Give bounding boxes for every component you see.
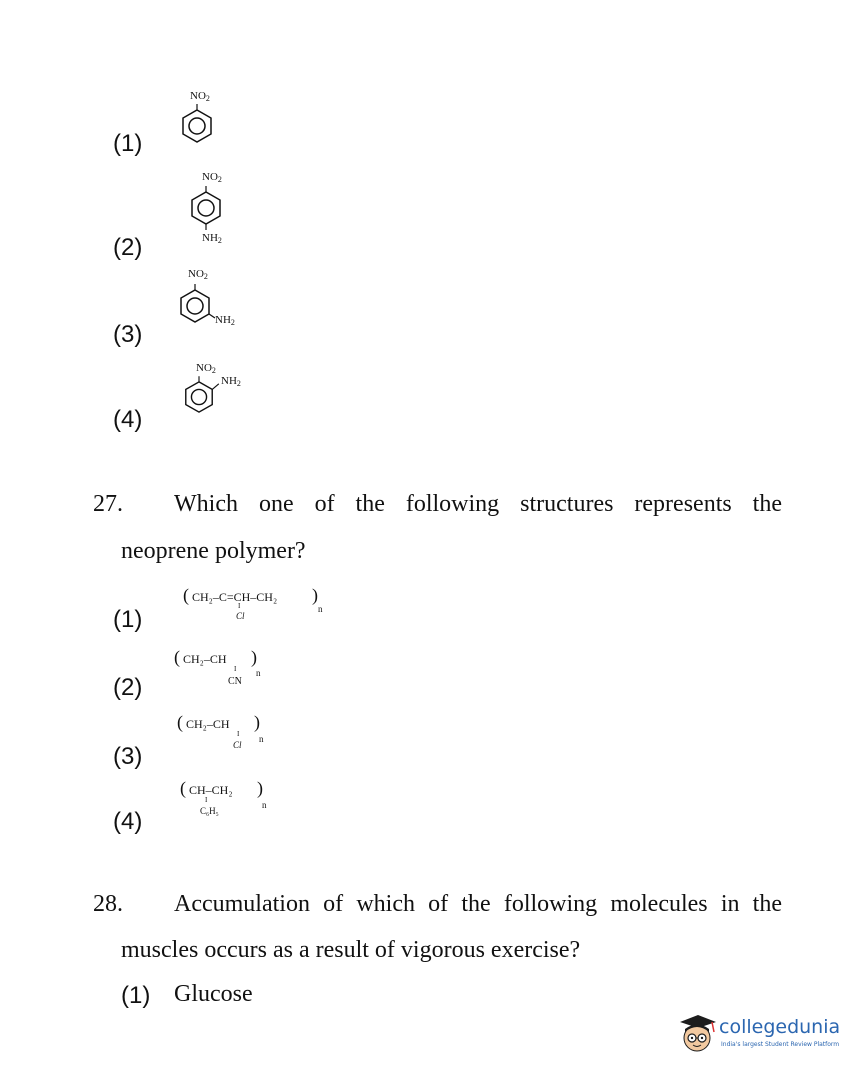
question-number: 27. (93, 491, 123, 517)
pendant-group: Cl (233, 740, 242, 750)
option-number: (3) (113, 743, 143, 770)
benzene-ring-icon (178, 288, 212, 324)
open-bracket: ( (183, 585, 189, 605)
question-text-line-2: neoprene polymer? (121, 538, 306, 564)
question-text-line-2: muscles occurs as a result of vigorous exercise? (121, 937, 581, 963)
bond-line: I (237, 730, 240, 738)
nitro-group-label: $NO_2$ (196, 362, 216, 375)
nitro-group-label: $NO_2$ (202, 171, 222, 184)
close-bracket: ) (312, 585, 318, 605)
mascot-icon (676, 1012, 718, 1058)
benzene-ring-icon (190, 190, 222, 226)
benzene-ring-icon (181, 108, 213, 144)
nitro-group-label: $NO_2$ (190, 90, 210, 103)
question-number: 28. (93, 891, 123, 917)
pendant-group: C₆H₅ (200, 806, 219, 816)
bond-line: I (234, 665, 237, 673)
benzene-ring-icon (183, 380, 215, 414)
close-bracket: ) (251, 647, 257, 667)
amino-group-label: $NH_2$ (202, 232, 222, 245)
option-number: (2) (113, 674, 143, 701)
polymer-chain: CH–CH₂ (189, 783, 233, 797)
amino-group-label: $NH_2$ (215, 314, 235, 327)
open-bracket: ( (180, 778, 186, 798)
question-text-line-1: Which one of the following structures represents the (174, 491, 782, 517)
polymer-chain: CH₂–CH (183, 652, 227, 666)
open-bracket: ( (174, 647, 180, 667)
logo-wordmark: collegedunia (719, 1016, 841, 1038)
option-number: (3) (113, 321, 143, 348)
collegedunia-logo (676, 1008, 851, 1060)
option-number: (2) (113, 234, 143, 261)
open-bracket: ( (177, 712, 183, 732)
bond-line: I (205, 796, 208, 804)
bond-line: I (238, 602, 241, 610)
option-number: (1) (113, 606, 143, 633)
pendant-group: Cl (236, 611, 245, 621)
option-number: (1) (121, 982, 151, 1009)
question-text-line-1: Accumulation of which of the following molecules in the (174, 891, 782, 917)
polymer-chain: CH₂–C=CH–CH₂ (192, 590, 278, 604)
nitro-group-label: $NO_2$ (188, 268, 208, 281)
option-number: (4) (113, 406, 143, 433)
option-number: (4) (113, 808, 143, 835)
repeat-n: n (256, 668, 261, 678)
amino-group-label: $NH_2$ (221, 375, 241, 388)
pendant-group: CN (228, 676, 242, 687)
option-number: (1) (113, 130, 143, 157)
option-text: Glucose (174, 981, 253, 1007)
logo-tagline: India's largest Student Review Platform (721, 1041, 840, 1048)
close-bracket: ) (257, 778, 263, 798)
close-bracket: ) (254, 712, 260, 732)
repeat-n: n (259, 734, 264, 744)
repeat-n: n (318, 604, 323, 614)
polymer-chain: CH₂–CH (186, 717, 230, 731)
repeat-n: n (262, 800, 267, 810)
